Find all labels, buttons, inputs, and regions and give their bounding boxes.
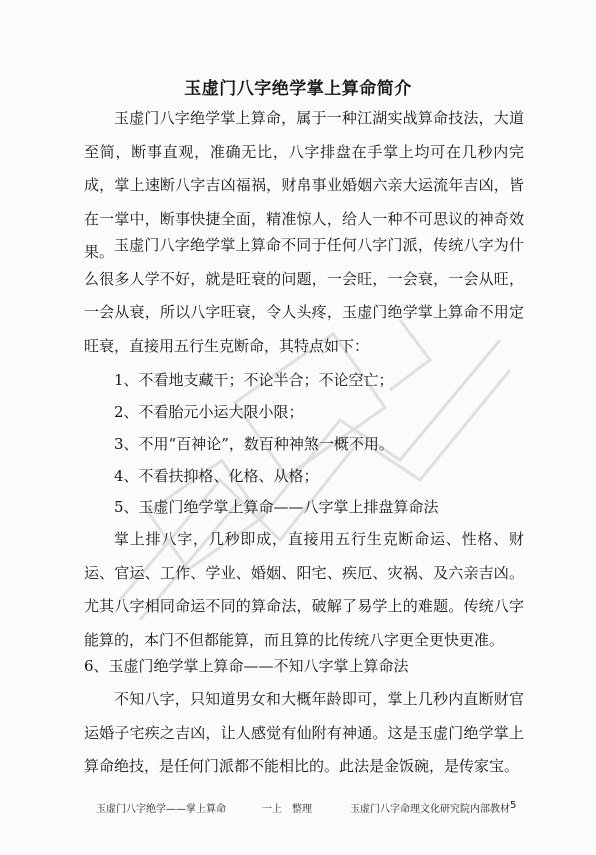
feature-item-4: 4、不看扶抑格、化格、从格；: [114, 467, 319, 485]
intro-paragraph: 玉虚门八字绝学掌上算命，属于一种江湖实战算命技法，大道至简，断事直观，准确无比，八字排盘在手掌上均可在几秒内完成，掌上速断八字吉凶福祸，财帛事业婚姻六亲大运流年吉凶，皆在一掌中，断事快捷全面，精准惊人，给人一种不可思议的神奇效果。: [84, 109, 524, 261]
page-number: 5: [510, 800, 517, 811]
section-heading-6: 6、玉虚门绝学掌上算命——不知八字掌上算命法: [84, 657, 409, 675]
page-title: 玉虚门八字绝学掌上算命简介: [184, 79, 412, 99]
feature-item-5: 5、玉虚门绝学掌上算命——八字掌上排盘算命法: [114, 498, 439, 516]
footer-right: 玉虚门八字命理文化研究院内部教材: [350, 804, 510, 815]
no-bazi-paragraph: 不知八字，只知道男女和大概年龄即可，掌上几秒内直断财官运婚子宅疾之吉凶，让人感觉有仙附有神通。这是玉虚门绝学掌上算命绝技，是任何门派都不能相比的。此法是金饭碗，是传家宝。: [84, 690, 524, 775]
footer-middle: 一上 整理: [262, 804, 312, 815]
features-paragraph: 玉虚门八字绝学掌上算命不同于任何八字门派，传统八字为什么很多人学不好，就是旺衰的问题，一会旺，一会衰，一会从旺，一会从衰，所以八字旺衰，令人头疼，玉虚门绝学掌上算命不用定旺衰，直接用五行生克断命，其特点如下：: [84, 236, 524, 355]
footer-left: 玉虚门八字绝学——掌上算命: [96, 804, 226, 815]
palm-chart-paragraph: 掌上排八字，几秒即成，直接用五行生克断命运、性格、财运、官运、工作、学业、婚姻、阳宅、疾厄、灾祸、及六亲吉凶。尤其八字相同命运不同的算命法，破解了易学上的难题。传统八字能算的，本门不但都能算，而且算的比传统八字更全更快更准。: [84, 530, 524, 649]
feature-item-3: 3、不用“百神论”，数百种神煞一概不用。: [114, 435, 394, 453]
feature-item-1: 1、不看地支藏干；不论半合；不论空亡；: [114, 371, 394, 389]
feature-item-2: 2、不看胎元小运大限小限；: [114, 403, 304, 421]
